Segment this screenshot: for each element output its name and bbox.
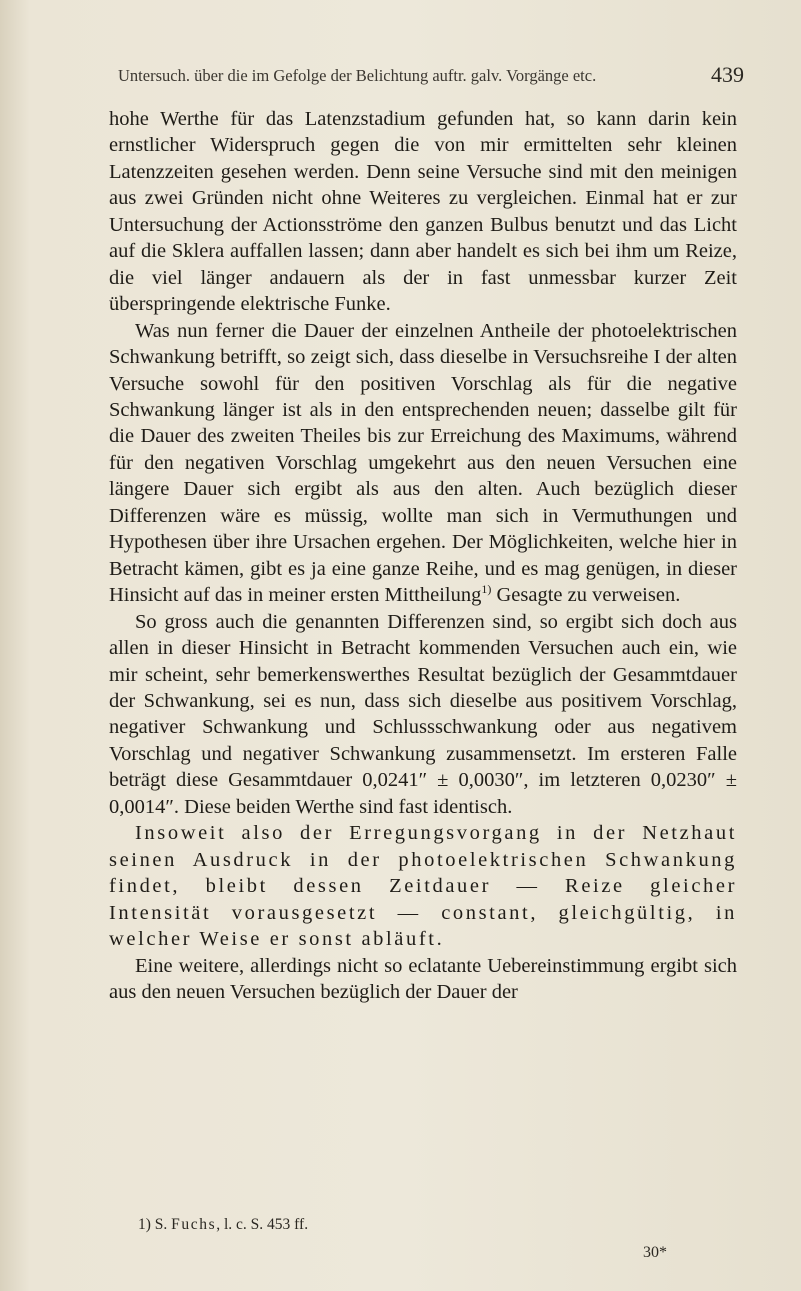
page-number: 439	[711, 62, 744, 87]
paragraph-2-text: Was nun ferner die Dauer der einzelnen Antheile der photoelektrischen Schwankung betrifft, so zeigt sich, dass dieselbe in Versuchsreihe I der alten Versuche sowohl für den positiven Vorschlag als für die negative Schwankung länger ist als in den entsprechenden neuen; dasselbe gilt für die Dauer des zweiten Theiles bis zur Erreichung des Maximums, während für den negativen Vorschlag umgekehrt aus den neuen Versuchen eine längere Dauer sich ergibt als aus den alten. Auch bezüglich dieser Differenzen wäre es müssig, wollte man sich in Vermuthungen und Hypothesen über ihre Ursachen ergehen. Der Möglichkeiten, welche hier in Betracht kämen, gibt es ja eine ganze Reihe, und es mag genügen, in dieser Hinsicht auf das in meiner ersten Mittheilung	[109, 319, 737, 607]
footnote-citation: , l. c. S. 453 ff.	[216, 1216, 309, 1233]
footnote	[138, 1216, 308, 1234]
footnote-reference: 1)	[481, 582, 492, 597]
paragraph-1: hohe Werthe für das Latenzstadium gefunden hat, so kann darin kein ernstlicher Widerspruch gegen die von mir ermittelten sehr kleinen Latenzzeiten gesehen werden. Denn seine Versuche sind mit den meinigen aus zwei Gründen nicht ohne Weiteres zu vergleichen. Einmal hat er zur Untersuchung der Actionsströme den ganzen Bulbus benutzt und das Licht auf die Sklera auffallen lassen; dann aber handelt es sich bei ihm um Reize, die viel länger andauern als der in fast unmessbar kurzer Zeit überspringende elektrische Funke.	[109, 108, 737, 316]
paragraph-2-text-end: Gesagte zu verweisen.	[491, 584, 681, 607]
signature-mark: 30*	[643, 1244, 667, 1261]
paragraph-4-emphasis: Insoweit also der Erregungsvorgang in der Netzhaut seinen Ausdruck in der photoelektrischen Schwankung findet, bleibt dessen Zeitdauer — Reize gleicher Intensität vorausgesetzt — constant, gleichgültig, in welcher Weise er sonst abläuft.	[109, 822, 737, 951]
footnote-author: Fuchs	[171, 1216, 217, 1233]
footnote-marker: 1) S.	[138, 1216, 168, 1233]
body-text	[109, 106, 737, 1005]
paragraph-2	[109, 318, 737, 609]
paragraph-5: Eine weitere, allerdings nicht so eclatante Uebereinstimmung ergibt sich aus den neuen Versuchen bezüglich der Dauer der	[109, 954, 737, 1003]
paragraph-3: So gross auch die genannten Differenzen sind, so ergibt sich doch aus allen in dieser Hinsicht in Betracht kommenden Versuchen auch ein, wie mir scheint, sehr bemerkenswerthes Resultat bezüglich der Gesammtdauer der Schwankung, sei es nun, dass sich dieselbe aus positivem Vorschlag, negativer Schwankung und Schlussschwankung oder aus negativem Vorschlag und negativer Schwankung zusammensetzt. Im ersteren Falle beträgt diese Gesammtdauer 0,0241″ ± 0,0030″, im letzteren 0,0230″ ± 0,0014″. Diese beiden Werthe sind fast identisch.	[109, 610, 737, 818]
running-title: Untersuch. über die im Gefolge der Belichtung auftr. galv. Vorgänge etc.	[118, 66, 597, 85]
